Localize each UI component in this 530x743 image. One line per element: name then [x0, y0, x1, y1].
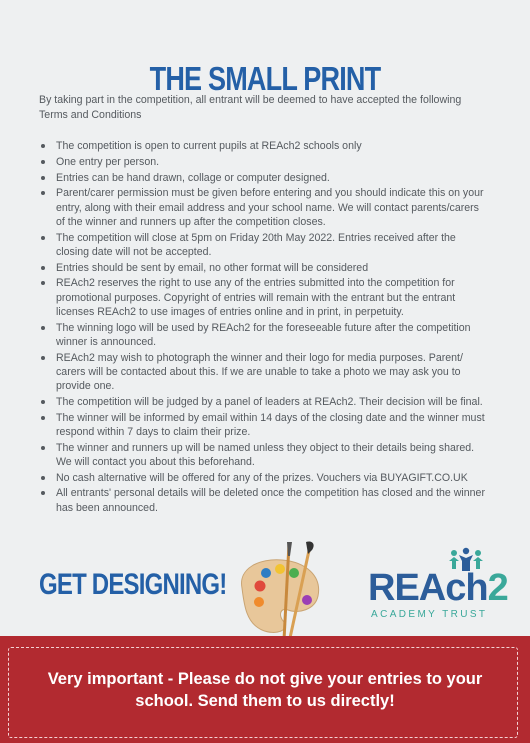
- logo-subtitle: ACADEMY TRUST: [371, 609, 488, 620]
- term-item: REAch2 may wish to photograph the winner and their logo for media purposes. Parent/ carers will be contacted about this. If we are unable to take a photo we may ask you to provide one.: [39, 351, 487, 394]
- page-title: THE SMALL PRINT: [149, 60, 381, 98]
- term-item: The competition will be judged by a panel of leaders at REAch2. Their decision will be final.: [39, 395, 487, 409]
- term-item: One entry per person.: [39, 155, 487, 169]
- term-item: The winning logo will be used by REAch2 for the foreseeable future after the competition winner is announced.: [39, 321, 487, 349]
- get-designing-heading: GET DESIGNING!: [39, 568, 227, 601]
- term-item: Entries can be hand drawn, collage or computer designed.: [39, 171, 487, 185]
- term-item: Entries should be sent by email, no other format will be considered: [39, 261, 487, 275]
- term-item: Parent/carer permission must be given before entering and you should indicate this on your entry, along with their email address and your school name. We will contact parents/carers of the winner and runners up after the competition closes.: [39, 186, 487, 229]
- term-item: No cash alternative will be offered for any of the prizes. Vouchers via BUYAGIFT.CO.UK: [39, 471, 487, 485]
- term-item: The winner and runners up will be named unless they object to their details being shared. We will contact you about this beforehand.: [39, 441, 487, 469]
- paint-palette-icon: [232, 540, 327, 645]
- reach2-logo: [368, 545, 508, 625]
- important-banner: [0, 636, 530, 743]
- term-item: The competition will close at 5pm on Friday 20th May 2022. Entries received after the closing date will not be accepted.: [39, 231, 487, 259]
- term-item: The winner will be informed by email within 14 days of the closing date and the winner must respond within 7 days to claim their prize.: [39, 411, 487, 439]
- logo-wordmark: [368, 567, 508, 610]
- logo-word: REAch: [368, 567, 488, 609]
- term-item: REAch2 reserves the right to use any of the entries submitted into the competition for promotional purposes. Copyright of entries will remain with the entrant but the entrant licenses REAch2 to use images of entries online and in print, in perpetuity.: [39, 276, 487, 319]
- logo-number: 2: [487, 567, 508, 609]
- banner-text: Very important - Please do not give your entries to your school. Send them to us directly!: [47, 670, 483, 710]
- term-item: All entrants' personal details will be deleted once the competition has closed and the winner has been announced.: [39, 486, 487, 514]
- term-item: The competition is open to current pupils at REAch2 schools only: [39, 139, 487, 153]
- terms-list: [39, 139, 487, 516]
- intro-text: By taking part in the competition, all entrant will be deemed to have accepted the following Terms and Conditions: [39, 94, 462, 121]
